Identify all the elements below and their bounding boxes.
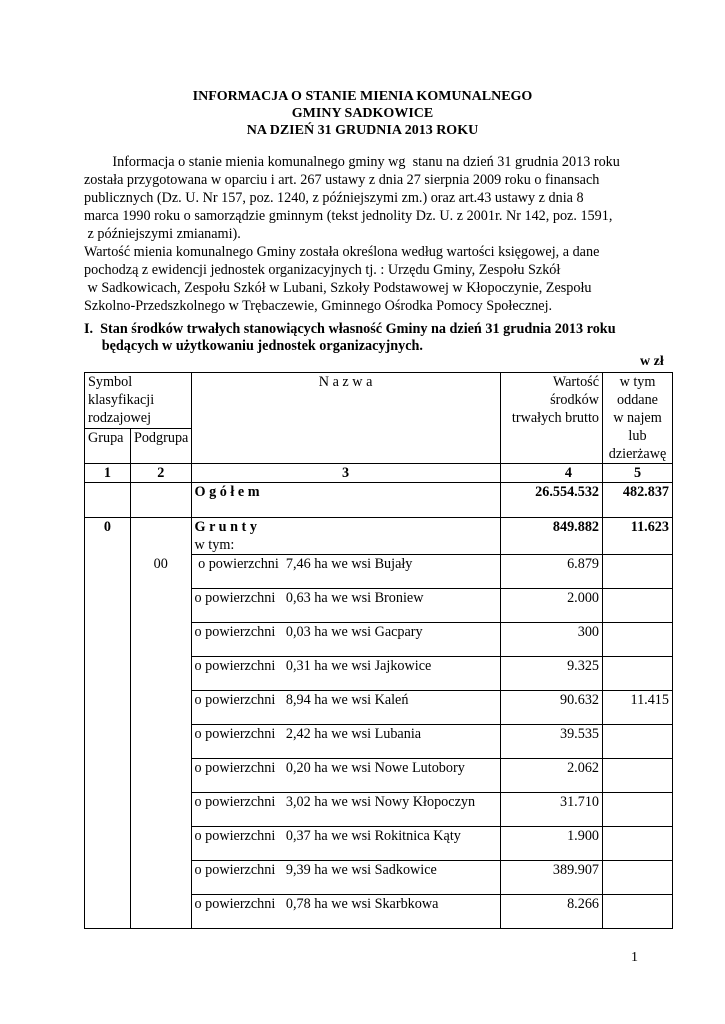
row-name: o powierzchni 0,63 ha we wsi Broniew [191,589,500,623]
row-leased [603,589,673,623]
row-podgrupa: 00 [130,555,191,929]
row-value: 300 [500,623,602,657]
unit-label: w zł [640,354,664,369]
row-name: o powierzchni 0,37 ha we wsi Rokitnica Kąty [191,827,500,861]
header-w-tym-line: dzierżawę [608,446,667,462]
header-podgrupa: Podgrupa [130,429,191,464]
grunty-sub: w tym: [194,537,235,553]
row-value: 9.325 [500,657,602,691]
column-number: 3 [191,464,500,483]
header-symbol-line: rodzajowej [88,410,152,426]
row-name: o powierzchni 8,94 ha we wsi Kaleń [191,691,500,725]
row-leased: 11.415 [603,691,673,725]
section-heading-line-2: będących w użytkowaniu jednostek organizacyjnych. [84,338,423,354]
row-value: 8.266 [500,895,602,929]
column-number: 5 [603,464,673,483]
row-leased [603,827,673,861]
ogolem-leased: 482.837 [603,483,673,518]
row-value: 6.879 [500,555,602,589]
header-symbol-line: Symbol [88,374,133,390]
row-name: o powierzchni 0,03 ha we wsi Gacpary [191,623,500,657]
intro-line: została przygotowana w oparciu i art. 267 ustawy z dnia 27 sierpnia 2009 roku o finansach [84,172,600,188]
grunty-label-cell [191,518,500,555]
row-leased [603,657,673,691]
header-w-tym [603,373,673,464]
intro-line: publicznych (Dz. U. Nr 157, poz. 1240, z późniejszymi zm.) oraz art.43 ustawy z dnia 8 [84,190,584,206]
grunty-value: 849.882 [500,518,602,555]
row-leased [603,555,673,589]
intro-line: w Sadkowicach, Zespołu Szkół w Lubani, Szkoły Podstawowej w Kłopoczynie, Zespołu [84,280,592,296]
header-symbol [85,373,192,429]
intro-line: Wartość mienia komunalnego Gminy została określona według wartości księgowej, a dane [84,244,600,260]
header-wartosc-line: Wartość [552,374,599,390]
row-leased [603,793,673,827]
intro-line: z późniejszymi zmianami). [84,226,241,242]
row-value: 90.632 [500,691,602,725]
ogolem-label: O g ó ł e m [191,483,500,518]
column-number: 1 [85,464,131,483]
title-line-3: NA DZIEŃ 31 GRUDNIA 2013 ROKU [246,123,479,138]
row-value: 1.900 [500,827,602,861]
row-name: o powierzchni 0,20 ha we wsi Nowe Lutobory [191,759,500,793]
row-value: 389.907 [500,861,602,895]
column-number: 2 [130,464,191,483]
header-wartosc-line: środków [550,392,599,408]
header-w-tym-line: oddane [617,392,658,408]
row-leased [603,759,673,793]
row-value: 39.535 [500,725,602,759]
grunty-podgrupa [130,518,191,555]
row-value: 2.000 [500,589,602,623]
ogolem-value: 26.554.532 [500,483,602,518]
grunty-leased: 11.623 [603,518,673,555]
ogolem-grupa [85,483,131,518]
header-nazwa: N a z w a [191,373,500,464]
ogolem-podgrupa [130,483,191,518]
header-wartosc-line: trwałych brutto [511,410,599,426]
section-heading-line-1: I. Stan środków trwałych stanowiących własność Gminy na dzień 31 grudnia 2013 roku [84,321,616,337]
row-value: 31.710 [500,793,602,827]
title-line-2: GMINY SADKOWICE [291,106,434,121]
header-w-tym-line: w najem [613,410,662,426]
intro-line: Informacja o stanie mienia komunalnego gminy wg stanu na dzień 31 grudnia 2013 roku [84,154,620,170]
header-w-tym-line: lub [628,428,647,444]
row-leased [603,725,673,759]
header-wartosc [500,373,602,464]
grunty-grupa: 0 [85,518,131,929]
intro-line: pochodzą z ewidencji jednostek organizacyjnych tj. : Urzędu Gminy, Zespołu Szkół [84,262,561,278]
header-symbol-line: klasyfikacji [88,392,155,408]
row-name: o powierzchni 3,02 ha we wsi Nowy Kłopoczyn [191,793,500,827]
row-leased [603,895,673,929]
row-name: o powierzchni 7,46 ha we wsi Bujały [191,555,500,589]
row-value: 2.062 [500,759,602,793]
intro-line: marca 1990 roku o samorządzie gminnym (tekst jednolity Dz. U. z 2001r. Nr 142, poz. 1591, [84,208,613,224]
header-w-tym-line: w tym [619,374,656,390]
row-name: o powierzchni 9,39 ha we wsi Sadkowice [191,861,500,895]
column-number: 4 [500,464,602,483]
row-leased [603,861,673,895]
grunty-label: G r u n t y [194,519,257,535]
row-name: o powierzchni 0,31 ha we wsi Jajkowice [191,657,500,691]
page-number: 1 [631,950,638,965]
header-grupa: Grupa [85,429,131,464]
assets-table [84,372,673,929]
row-name: o powierzchni 0,78 ha we wsi Skarbkowa [191,895,500,929]
row-leased [603,623,673,657]
title-line-1: INFORMACJA O STANIE MIENIA KOMUNALNEGO [192,89,533,104]
row-name: o powierzchni 2,42 ha we wsi Lubania [191,725,500,759]
intro-line: Szkolno-Przedszkolnego w Trębaczewie, Gminnego Ośrodka Pomocy Społecznej. [84,298,553,314]
